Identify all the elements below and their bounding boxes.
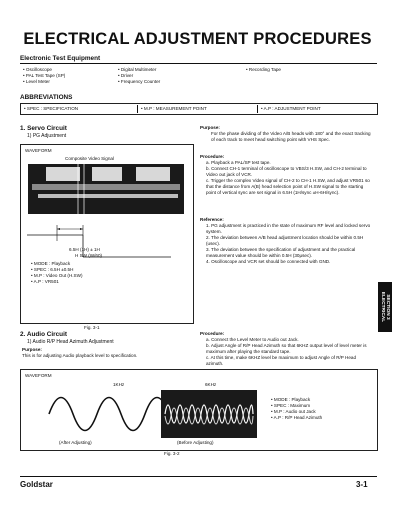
audio-spec-item: • A.P : R/P Head Azimuth: [271, 415, 323, 420]
servo-signal-label: Composite Video Signal: [65, 156, 114, 161]
equipment-col2: [118, 67, 160, 85]
audio-specs: [271, 397, 322, 421]
servo-scope-svg: [28, 164, 184, 214]
servo-purpose-label: Purpose:: [200, 125, 220, 130]
servo-reference-item: 1. PG adjustment is practiced in the state of maximum RF level and locked servo system.: [206, 223, 371, 234]
abbr-mp: • M.P : MEASUREMENT POINT: [141, 106, 207, 111]
servo-scope-trace: [28, 164, 184, 214]
servo-procedure: [206, 160, 373, 196]
equipment-item: • Level Meter: [23, 79, 50, 84]
abbr-ap: • A.P : ADJUSTMENT POINT: [261, 106, 321, 111]
audio-spec-item: • MODE : Playback: [271, 397, 311, 402]
equipment-col3: [246, 67, 281, 73]
servo-procedure-step: a. Playback a PAL/SP test tape.: [206, 160, 271, 165]
audio-procedure-step: b. Adjust Angle of R/P Head Azimuth so that 6KHZ output level of level meter is maximum after playing the standard tape.: [206, 343, 367, 354]
audio-procedure-label: Procedure:: [200, 331, 225, 336]
servo-reference-label: Reference:: [200, 217, 224, 222]
servo-specs: [31, 261, 82, 285]
audio-spec-item: • M.P : Audio out Jack: [271, 409, 316, 414]
servo-dim1: 6.5H (1H) ± 1H: [69, 247, 100, 252]
abbreviations-heading: ABBREVIATIONS: [20, 94, 73, 101]
audio-purpose-label: Purpose:: [22, 347, 42, 352]
abbreviations-box: [20, 103, 378, 115]
abbr-spec: • SPEC : SPECIFICATION: [24, 106, 79, 111]
audio-6khz-svg: [161, 390, 257, 438]
audio-wave1-label: 1KHz: [113, 382, 125, 387]
servo-spec-item: • MODE : Playback: [31, 261, 71, 266]
audio-scope-6khz: [161, 390, 257, 438]
audio-procedure-step: c. At this time, make 6KHZ level be maximum to adjust Angle of R/P Head azimuth.: [206, 355, 357, 366]
audio-waveform-box: [20, 369, 378, 451]
audio-spec-item: • SPEC : Maximum: [271, 403, 311, 408]
section-tab: [378, 282, 392, 332]
equipment-item: • Digital Multimeter: [118, 67, 157, 72]
equipment-item: • Driver: [118, 73, 134, 78]
servo-dim2: H SW (W/60): [75, 253, 103, 258]
equipment-item: • Recording Tape: [246, 67, 281, 72]
servo-waveform-label: WAVEFORM: [25, 148, 52, 153]
servo-reference-item: 4. Oscilloscope and VCR set should be connected with GND.: [206, 259, 331, 264]
servo-procedure-step: c. Trigger the complex Video signal of CH-2 to CH-1 H.SW, and adjust VR501 so that the distance from A(B) head selection point of H.SW signal to the starting point of vertical sync are set signal in 6.5H (1H/sync ±H-6H/sync).: [206, 178, 370, 195]
servo-fig-caption: Fig. 3-1: [84, 325, 100, 330]
footer-page-number: 3-1: [356, 480, 368, 489]
audio-fig-caption: Fig. 3-2: [164, 451, 180, 456]
servo-reference-item: 3. The deviation between the specification of adjustment and the practical measurement value should be within 0.5H (30μsec).: [206, 247, 356, 258]
section-tab-text: [380, 292, 390, 322]
page-title: ELECTRICAL ADJUSTMENT PROCEDURES: [23, 30, 372, 48]
servo-spec-item: • SPEC : 6.5H ±0.5H: [31, 267, 74, 272]
audio-sub: 1) Audio R/P Head Azimuth Adjustment: [27, 339, 114, 345]
servo-reference-item: 2. The deviation between A/B head adjustment location should be within 0.5H (usec).: [206, 235, 364, 246]
audio-wave2-label: 6KHz: [205, 382, 217, 387]
servo-spec-item: • A.P : VR501: [31, 279, 59, 284]
servo-reference: [206, 223, 373, 265]
audio-waveform-label: WAVEFORM: [25, 373, 52, 378]
footer-brand: Goldstar: [20, 480, 53, 489]
audio-procedure: [206, 337, 373, 367]
audio-sine-1khz: [49, 390, 179, 438]
audio-heading: 2. Audio Circuit: [20, 331, 67, 338]
equipment-item: • PAL Test Tape (SP): [23, 73, 66, 78]
servo-heading: 1. Servo Circuit: [20, 125, 67, 132]
audio-purpose: This is for adjusting Audio playback level to specification.: [22, 353, 138, 358]
equipment-heading: Electronic Test Equipment: [20, 55, 101, 62]
servo-spec-item: • M.P : Video Out (H.SW): [31, 273, 83, 278]
equipment-item: • Frequency Counter: [118, 79, 161, 84]
section-tab-line2: ELECTRICAL: [380, 291, 385, 323]
servo-sub: 1) PG Adjustment: [27, 133, 67, 139]
footer-rule: [20, 476, 377, 477]
section-tab-line1: SECTION 3: [385, 294, 390, 320]
audio-after-label: (After Adjusting): [59, 440, 92, 445]
servo-purpose: For the phase dividing of the Video A/B heads with 180° and the exact tracking of each track to meet head switching point with VHS Spec.: [211, 131, 371, 142]
servo-procedure-step: b. Connect CH-1 terminal of oscilloscope to VBS/3 H.SW, and CH-2 terminal to Video out jack of VCR.: [206, 166, 367, 177]
audio-procedure-step: a. Connect the Level Meter to Audio out Jack.: [206, 337, 299, 342]
servo-waveform-box: [20, 144, 194, 324]
equipment-col1: [23, 67, 65, 85]
equipment-rule: [20, 63, 377, 64]
audio-before-label: (Before Adjusting): [177, 440, 214, 445]
equipment-item: • Oscilloscope: [23, 67, 52, 72]
servo-procedure-label: Procedure:: [200, 154, 225, 159]
